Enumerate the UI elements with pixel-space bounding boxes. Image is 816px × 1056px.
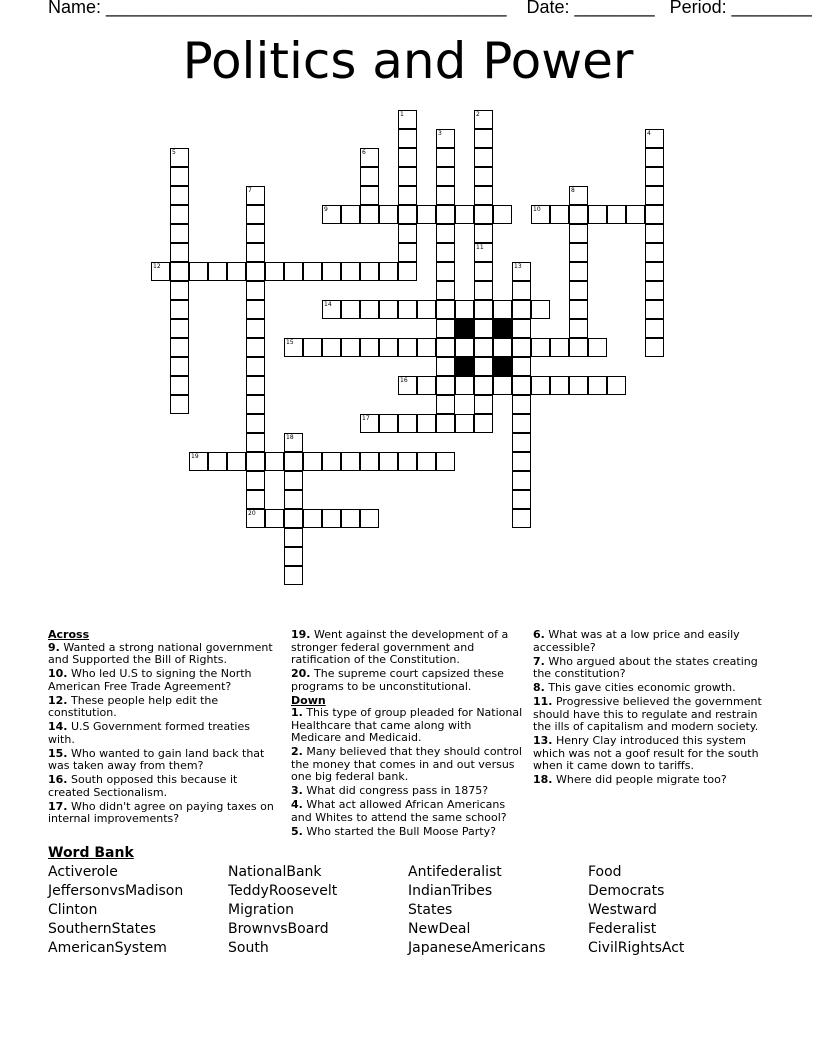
period-field[interactable]: ________ bbox=[731, 0, 812, 17]
black-square bbox=[455, 357, 474, 376]
crossword-cell[interactable] bbox=[170, 243, 189, 262]
crossword-cell[interactable] bbox=[227, 262, 246, 281]
crossword-cell[interactable] bbox=[265, 452, 284, 471]
crossword-cell[interactable] bbox=[569, 243, 588, 262]
cell-clue-number: 16 bbox=[400, 377, 408, 384]
word-bank-entry: JapaneseAmericans bbox=[408, 940, 546, 956]
crossword-cell[interactable] bbox=[170, 281, 189, 300]
cell-clue-number: 18 bbox=[286, 434, 294, 441]
clue-item bbox=[291, 629, 523, 667]
crossword-cell[interactable] bbox=[341, 300, 360, 319]
crossword-cell[interactable] bbox=[341, 509, 360, 528]
crossword-cell[interactable] bbox=[474, 281, 493, 300]
crossword-cell[interactable] bbox=[398, 262, 417, 281]
word-bank-column-3 bbox=[408, 863, 545, 958]
crossword-cell[interactable] bbox=[569, 319, 588, 338]
crossword-cell[interactable] bbox=[246, 414, 265, 433]
crossword-cell[interactable] bbox=[208, 262, 227, 281]
crossword-cell[interactable] bbox=[474, 224, 493, 243]
crossword-cell[interactable] bbox=[322, 452, 341, 471]
crossword-cell[interactable] bbox=[360, 205, 379, 224]
crossword-cell[interactable] bbox=[588, 205, 607, 224]
crossword-cell[interactable] bbox=[417, 300, 436, 319]
crossword-cell[interactable] bbox=[379, 414, 398, 433]
crossword-cell[interactable] bbox=[265, 509, 284, 528]
clue-item bbox=[48, 668, 278, 693]
crossword-cell[interactable] bbox=[493, 205, 512, 224]
crossword-cell[interactable] bbox=[645, 319, 664, 338]
crossword-cell[interactable] bbox=[512, 509, 531, 528]
clue-item bbox=[48, 695, 278, 720]
crossword-cell[interactable] bbox=[569, 338, 588, 357]
clue-number: 20. bbox=[291, 667, 311, 680]
crossword-cell[interactable] bbox=[436, 205, 455, 224]
crossword-cell[interactable] bbox=[436, 452, 455, 471]
clue-text: Who didn't agree on paying taxes on internal improvements? bbox=[48, 799, 274, 825]
date-field[interactable]: ________ bbox=[574, 0, 655, 17]
clue-number: 4. bbox=[291, 798, 303, 811]
crossword-cell[interactable] bbox=[246, 433, 265, 452]
crossword-cell[interactable] bbox=[474, 167, 493, 186]
crossword-cell[interactable] bbox=[398, 338, 417, 357]
crossword-cell[interactable] bbox=[284, 547, 303, 566]
crossword-cell[interactable] bbox=[360, 186, 379, 205]
period-label: Period: bbox=[669, 0, 732, 17]
cell-clue-number: 20 bbox=[248, 510, 256, 517]
crossword-cell[interactable] bbox=[246, 338, 265, 357]
crossword-cell[interactable] bbox=[303, 338, 322, 357]
clue-number: 2. bbox=[291, 745, 303, 758]
clue-text: Who led U.S to signing the North American Free Trade Agreement? bbox=[48, 667, 252, 693]
crossword-cell[interactable] bbox=[436, 148, 455, 167]
crossword-cell[interactable] bbox=[512, 319, 531, 338]
crossword-cell[interactable] bbox=[569, 300, 588, 319]
crossword-cell[interactable] bbox=[265, 262, 284, 281]
word-bank-entry: Migration bbox=[228, 902, 295, 918]
crossword-cell[interactable] bbox=[569, 262, 588, 281]
crossword-cell[interactable] bbox=[246, 300, 265, 319]
crossword-cell[interactable] bbox=[341, 452, 360, 471]
crossword-cell[interactable] bbox=[531, 338, 550, 357]
crossword-cell[interactable] bbox=[360, 452, 379, 471]
crossword-cell[interactable] bbox=[436, 414, 455, 433]
clue-number: 16. bbox=[48, 773, 68, 786]
crossword-cell[interactable] bbox=[341, 205, 360, 224]
crossword-cell[interactable] bbox=[284, 471, 303, 490]
clue-item bbox=[291, 668, 523, 693]
word-bank-entry: Democrats bbox=[588, 883, 665, 899]
word-bank-entry: States bbox=[408, 902, 453, 918]
crossword-cell[interactable] bbox=[246, 490, 265, 509]
crossword-cell[interactable] bbox=[322, 338, 341, 357]
crossword-cell[interactable] bbox=[455, 300, 474, 319]
clue-text: Wanted a strong national government and Supported the Bill of Rights. bbox=[48, 640, 273, 666]
word-bank-column-4 bbox=[588, 863, 684, 958]
clue-text: What was at a low price and easily accessible? bbox=[533, 628, 740, 654]
clue-number: 3. bbox=[291, 784, 303, 797]
crossword-cell[interactable] bbox=[303, 262, 322, 281]
clue-item bbox=[533, 629, 763, 654]
clue-item bbox=[48, 801, 278, 826]
crossword-cell[interactable] bbox=[398, 224, 417, 243]
crossword-cell[interactable] bbox=[607, 205, 626, 224]
crossword-cell[interactable] bbox=[455, 376, 474, 395]
black-square bbox=[493, 319, 512, 338]
clue-number: 13. bbox=[533, 734, 553, 747]
word-bank-entry: JeffersonvsMadison bbox=[48, 883, 184, 899]
cell-clue-number: 8 bbox=[571, 187, 575, 194]
clue-item bbox=[291, 785, 523, 798]
crossword-cell[interactable] bbox=[645, 300, 664, 319]
clue-number: 17. bbox=[48, 799, 68, 813]
crossword-cell[interactable] bbox=[303, 509, 322, 528]
crossword-cell[interactable] bbox=[170, 338, 189, 357]
crossword-cell[interactable] bbox=[227, 452, 246, 471]
crossword-cell[interactable] bbox=[474, 395, 493, 414]
cell-clue-number: 19 bbox=[191, 453, 199, 460]
cell-clue-number: 4 bbox=[647, 130, 651, 137]
crossword-cell[interactable] bbox=[341, 338, 360, 357]
crossword-cell[interactable] bbox=[360, 509, 379, 528]
crossword-cell[interactable] bbox=[645, 186, 664, 205]
crossword-cell[interactable] bbox=[246, 319, 265, 338]
cell-clue-number: 14 bbox=[324, 301, 332, 308]
across-heading: Across bbox=[48, 628, 90, 641]
clue-item bbox=[533, 696, 763, 734]
clue-item bbox=[533, 656, 763, 681]
black-square bbox=[493, 357, 512, 376]
clues-column-3 bbox=[533, 629, 763, 788]
crossword-cell[interactable] bbox=[398, 167, 417, 186]
crossword-cell[interactable] bbox=[322, 509, 341, 528]
crossword-cell[interactable] bbox=[512, 471, 531, 490]
clue-number: 1. bbox=[291, 706, 303, 719]
crossword-cell[interactable] bbox=[436, 281, 455, 300]
crossword-cell[interactable] bbox=[436, 186, 455, 205]
clue-item bbox=[291, 707, 523, 745]
cell-clue-number: 12 bbox=[153, 263, 161, 270]
clue-number: 7. bbox=[533, 654, 545, 668]
crossword-cell[interactable] bbox=[512, 490, 531, 509]
crossword-cell[interactable] bbox=[284, 528, 303, 547]
cell-clue-number: 17 bbox=[362, 415, 370, 422]
clue-number: 18. bbox=[533, 773, 553, 786]
cell-clue-number: 7 bbox=[248, 187, 252, 194]
word-bank-entry: Food bbox=[588, 864, 622, 880]
word-bank-entry: TeddyRoosevelt bbox=[228, 883, 338, 899]
crossword-cell[interactable] bbox=[170, 319, 189, 338]
down-heading: Down bbox=[291, 693, 326, 707]
cell-clue-number: 9 bbox=[324, 206, 328, 213]
crossword-cell[interactable] bbox=[417, 338, 436, 357]
crossword-cell[interactable] bbox=[512, 395, 531, 414]
clue-text: South opposed this because it created Sectionalism. bbox=[48, 773, 238, 799]
crossword-cell[interactable] bbox=[436, 338, 455, 357]
crossword-cell[interactable] bbox=[455, 414, 474, 433]
clue-item bbox=[533, 735, 763, 773]
clue-text: Who started the Bull Moose Party? bbox=[302, 824, 496, 838]
crossword-cell[interactable] bbox=[550, 338, 569, 357]
crossword-cell[interactable] bbox=[379, 262, 398, 281]
word-bank-entry: NationalBank bbox=[228, 864, 322, 880]
crossword-cell[interactable] bbox=[284, 262, 303, 281]
crossword-cell[interactable] bbox=[246, 262, 265, 281]
crossword-cell[interactable] bbox=[512, 452, 531, 471]
crossword-cell[interactable] bbox=[398, 414, 417, 433]
word-bank-entry: NewDeal bbox=[408, 921, 471, 937]
crossword-cell[interactable] bbox=[531, 300, 550, 319]
crossword-cell[interactable] bbox=[303, 452, 322, 471]
clue-text: Progressive believed the government should have this to regulate and restrain the ills of capitalism and modern society. bbox=[533, 695, 762, 733]
clue-text: Where did people migrate too? bbox=[552, 773, 727, 786]
crossword-cell[interactable] bbox=[246, 376, 265, 395]
crossword-cell[interactable] bbox=[474, 148, 493, 167]
cell-clue-number: 11 bbox=[476, 244, 484, 251]
crossword-cell[interactable] bbox=[398, 129, 417, 148]
crossword-cell[interactable] bbox=[170, 300, 189, 319]
clue-item bbox=[291, 746, 523, 784]
cell-clue-number: 1 bbox=[400, 111, 404, 118]
crossword-cell[interactable] bbox=[170, 376, 189, 395]
clue-item bbox=[533, 774, 763, 787]
clue-item bbox=[48, 721, 278, 746]
crossword-cell[interactable] bbox=[474, 129, 493, 148]
crossword-cell[interactable] bbox=[170, 205, 189, 224]
clue-item bbox=[48, 642, 278, 667]
crossword-cell[interactable] bbox=[246, 357, 265, 376]
crossword-cell[interactable] bbox=[626, 205, 645, 224]
word-bank-entry: AmericanSystem bbox=[48, 940, 167, 956]
word-bank-entry: IndianTribes bbox=[408, 883, 493, 899]
clue-text: Who argued about the states creating the constitution? bbox=[533, 654, 758, 680]
clue-number: 6. bbox=[533, 628, 545, 641]
crossword-cell[interactable] bbox=[284, 566, 303, 585]
cell-clue-number: 13 bbox=[514, 263, 522, 270]
clue-text: The supreme court capsized these programs to be unconstitutional. bbox=[291, 667, 504, 693]
crossword-cell[interactable] bbox=[474, 414, 493, 433]
clue-number: 14. bbox=[48, 720, 68, 733]
crossword-cell[interactable] bbox=[398, 148, 417, 167]
date-label: Date: bbox=[526, 0, 575, 17]
crossword-cell[interactable] bbox=[455, 338, 474, 357]
crossword-cell[interactable] bbox=[246, 205, 265, 224]
crossword-cell[interactable] bbox=[246, 395, 265, 414]
crossword-cell[interactable] bbox=[379, 205, 398, 224]
crossword-cell[interactable] bbox=[512, 433, 531, 452]
cell-clue-number: 3 bbox=[438, 130, 442, 137]
word-bank-entry: Antifederalist bbox=[408, 864, 502, 880]
crossword-cell[interactable] bbox=[341, 262, 360, 281]
crossword-cell[interactable] bbox=[360, 338, 379, 357]
crossword-cell[interactable] bbox=[474, 262, 493, 281]
crossword-cell[interactable] bbox=[474, 300, 493, 319]
word-bank-entry: CivilRightsAct bbox=[588, 940, 685, 956]
clue-item bbox=[48, 774, 278, 799]
clues-column-2 bbox=[291, 629, 523, 840]
crossword-cell[interactable] bbox=[645, 338, 664, 357]
clue-text: This type of group pleaded for National Healthcare that came along with Medicare and Medicaid. bbox=[291, 706, 523, 744]
word-bank-entry: Westward bbox=[588, 902, 657, 918]
cell-clue-number: 6 bbox=[362, 149, 366, 156]
crossword-cell[interactable] bbox=[436, 262, 455, 281]
clues-column-1 bbox=[48, 629, 278, 827]
crossword-cell[interactable] bbox=[398, 243, 417, 262]
clue-text: These people help edit the constitution. bbox=[48, 693, 219, 719]
crossword-cell[interactable] bbox=[588, 338, 607, 357]
crossword-cell[interactable] bbox=[436, 167, 455, 186]
crossword-cell[interactable] bbox=[417, 452, 436, 471]
crossword-cell[interactable] bbox=[379, 300, 398, 319]
word-bank-column-2 bbox=[228, 863, 337, 958]
crossword-cell[interactable] bbox=[379, 452, 398, 471]
crossword-cell[interactable] bbox=[360, 262, 379, 281]
crossword-cell[interactable] bbox=[436, 395, 455, 414]
crossword-cell[interactable] bbox=[512, 414, 531, 433]
crossword-cell[interactable] bbox=[170, 395, 189, 414]
crossword-cell[interactable] bbox=[569, 205, 588, 224]
clue-text: Who wanted to gain land back that was taken away from them? bbox=[48, 746, 265, 772]
crossword-cell[interactable] bbox=[170, 186, 189, 205]
crossword-cell[interactable] bbox=[493, 338, 512, 357]
clue-number: 5. bbox=[291, 824, 303, 838]
black-square bbox=[455, 319, 474, 338]
crossword-cell[interactable] bbox=[417, 414, 436, 433]
crossword-cell[interactable] bbox=[569, 224, 588, 243]
crossword-cell[interactable] bbox=[246, 281, 265, 300]
clue-text: This gave cities economic growth. bbox=[544, 681, 736, 694]
crossword-cell[interactable] bbox=[645, 167, 664, 186]
crossword-cell[interactable] bbox=[398, 205, 417, 224]
crossword-cell[interactable] bbox=[398, 300, 417, 319]
crossword-cell[interactable] bbox=[474, 338, 493, 357]
crossword-cell[interactable] bbox=[170, 224, 189, 243]
crossword-cell[interactable] bbox=[474, 357, 493, 376]
crossword-cell[interactable] bbox=[645, 281, 664, 300]
crossword-cell[interactable] bbox=[189, 262, 208, 281]
crossword-cell[interactable] bbox=[474, 205, 493, 224]
cell-clue-number: 2 bbox=[476, 111, 480, 118]
clue-text: U.S Government formed treaties with. bbox=[48, 720, 250, 746]
crossword-cell[interactable] bbox=[436, 319, 455, 338]
word-bank-title: Word Bank bbox=[48, 845, 134, 861]
crossword-cell[interactable] bbox=[360, 167, 379, 186]
crossword-cell[interactable] bbox=[170, 167, 189, 186]
crossword-cell[interactable] bbox=[550, 376, 569, 395]
crossword-cell[interactable] bbox=[322, 262, 341, 281]
crossword-cell[interactable] bbox=[170, 262, 189, 281]
crossword-cell[interactable] bbox=[417, 376, 436, 395]
crossword-cell[interactable] bbox=[436, 300, 455, 319]
crossword-cell[interactable] bbox=[398, 186, 417, 205]
crossword-cell[interactable] bbox=[284, 490, 303, 509]
cell-clue-number: 5 bbox=[172, 149, 176, 156]
cell-clue-number: 10 bbox=[533, 206, 541, 213]
crossword-cell[interactable] bbox=[246, 224, 265, 243]
word-bank-entry: South bbox=[228, 940, 269, 956]
cell-clue-number: 15 bbox=[286, 339, 294, 346]
word-bank-entry: Federalist bbox=[588, 921, 657, 937]
crossword-cell[interactable] bbox=[436, 243, 455, 262]
word-bank-column-1 bbox=[48, 863, 183, 958]
clue-item bbox=[533, 682, 763, 695]
crossword-cell[interactable] bbox=[455, 205, 474, 224]
crossword-cell[interactable] bbox=[474, 186, 493, 205]
crossword-cell[interactable] bbox=[284, 452, 303, 471]
clue-number: 9. bbox=[48, 640, 60, 654]
clue-number: 12. bbox=[48, 693, 68, 707]
clue-number: 8. bbox=[533, 681, 545, 694]
clue-item bbox=[48, 748, 278, 773]
crossword-cell[interactable] bbox=[645, 224, 664, 243]
crossword-cell[interactable] bbox=[284, 509, 303, 528]
crossword-cell[interactable] bbox=[512, 338, 531, 357]
crossword-cell[interactable] bbox=[436, 224, 455, 243]
crossword-cell[interactable] bbox=[588, 376, 607, 395]
crossword-cell[interactable] bbox=[550, 205, 569, 224]
page-title: Politics and Power bbox=[182, 32, 634, 90]
crossword-cell[interactable] bbox=[645, 205, 664, 224]
crossword-cell[interactable] bbox=[493, 300, 512, 319]
crossword-cell[interactable] bbox=[417, 205, 436, 224]
clue-text: Many believed that they should control the money that comes in and out versus one big federal bank. bbox=[291, 745, 522, 783]
crossword-cell[interactable] bbox=[474, 376, 493, 395]
crossword-cell[interactable] bbox=[493, 376, 512, 395]
crossword-cell[interactable] bbox=[379, 338, 398, 357]
name-label: Name: bbox=[48, 0, 107, 17]
crossword-cell[interactable] bbox=[246, 243, 265, 262]
crossword-cell[interactable] bbox=[569, 281, 588, 300]
clue-text: Henry Clay introduced this system which was not a goof result for the south when it came down to tariffs. bbox=[533, 734, 759, 772]
crossword-cell[interactable] bbox=[436, 357, 455, 376]
word-bank-entry: Activerole bbox=[48, 864, 118, 880]
clue-number: 11. bbox=[533, 695, 553, 708]
crossword-cell[interactable] bbox=[645, 243, 664, 262]
crossword-cell[interactable] bbox=[170, 357, 189, 376]
word-bank-entry: BrownvsBoard bbox=[228, 921, 329, 937]
clue-text: What did congress pass in 1875? bbox=[302, 784, 489, 797]
crossword-cell[interactable] bbox=[246, 471, 265, 490]
crossword-cell[interactable] bbox=[512, 357, 531, 376]
crossword-cell[interactable] bbox=[607, 376, 626, 395]
clue-number: 10. bbox=[48, 667, 68, 680]
crossword-cell[interactable] bbox=[360, 300, 379, 319]
crossword-cell[interactable] bbox=[512, 300, 531, 319]
crossword-cell[interactable] bbox=[569, 376, 588, 395]
clue-text: What act allowed African Americans and Whites to attend the same school? bbox=[291, 798, 507, 824]
crossword-cell[interactable] bbox=[474, 319, 493, 338]
clue-number: 15. bbox=[48, 746, 68, 760]
crossword-cell[interactable] bbox=[645, 262, 664, 281]
clue-number: 19. bbox=[291, 628, 311, 641]
crossword-cell[interactable] bbox=[398, 452, 417, 471]
name-field[interactable]: ________________________________________ bbox=[106, 0, 507, 17]
crossword-cell[interactable] bbox=[436, 376, 455, 395]
clue-item bbox=[291, 826, 523, 839]
word-bank-entry: SouthernStates bbox=[48, 921, 157, 937]
crossword-cell[interactable] bbox=[246, 452, 265, 471]
word-bank-entry: Clinton bbox=[48, 902, 98, 918]
crossword-cell[interactable] bbox=[208, 452, 227, 471]
clue-item bbox=[291, 799, 523, 824]
crossword-cell[interactable] bbox=[645, 148, 664, 167]
crossword-cell[interactable] bbox=[512, 281, 531, 300]
crossword-cell[interactable] bbox=[531, 376, 550, 395]
crossword-cell[interactable] bbox=[512, 376, 531, 395]
clue-text: Went against the development of a stronger federal government and ratification of the Constitution. bbox=[291, 628, 509, 666]
